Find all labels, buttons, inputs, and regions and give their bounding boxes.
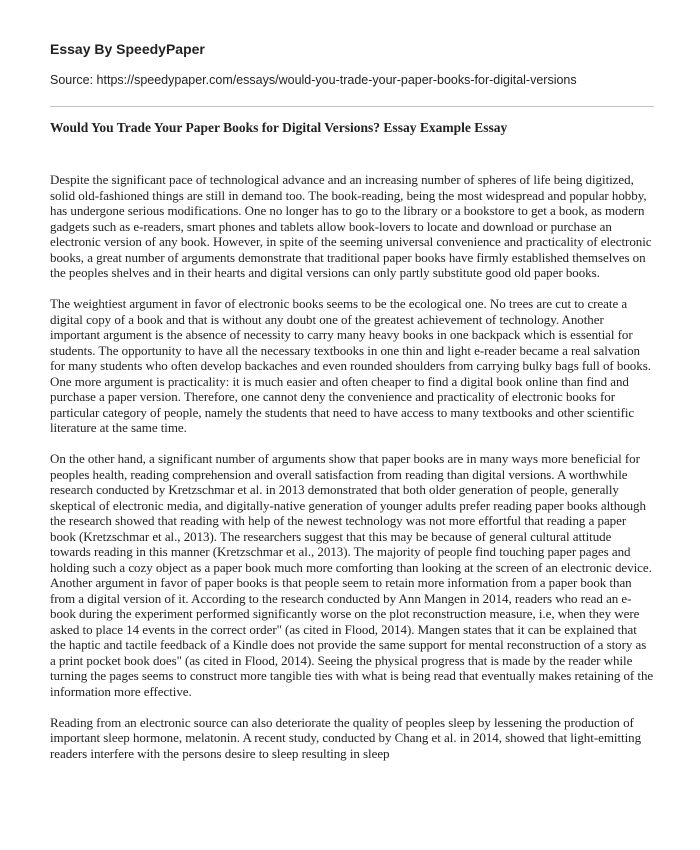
essay-paragraph-3: On the other hand, a significant number of arguments show that paper books are in many ways more beneficial for peoples health, reading comprehension and overall satisfaction from reading than digital versions. A worthwhile research conducted by Kretzschmar et al. in 2013 demonstrated that both older generation of people, generally skeptical of electronic media, and digitally-native generation of younger adults prefer reading paper books although the research showed that reading with help of the newest technology was not more effortful that reading a paper book (Kretzschmar et al., 2013). The researchers suggest that this may be because of general cultural attitude towards reading in this manner (Kretzschmar et al., 2013). The majority of people find touching paper pages and holding such a cozy object as a paper book much more comforting than looking at the screen of an electronic device. Another argument in favor of paper books is that people seem to retain more information from a paper book than from a digital version of it. According to the research conducted by Ann Mangen in 2014, readers who read an e-book during the experiment performed significantly worse on the plot reconstruction measure, i.e, when they were asked to place 14 events in the correct order" (as cited in Flood, 2014). Mangen states that it can be explained that the haptic and tactile feedback of a Kindle does not provide the same support for mental reconstruction of a story as a print pocket book does" (as cited in Flood, 2014). Seeing the physical progress that is made by the reader while turning the pages seems to construct more tangible ties with what is being read that eventually makes retaining of the information more effective. — [50, 451, 654, 699]
document-header-title: Essay By SpeedyPaper — [50, 41, 205, 57]
source-line: Source: https://speedypaper.com/essays/would-you-trade-your-paper-books-for-digital-versions — [50, 73, 577, 87]
essay-body — [50, 172, 654, 761]
document-page — [50, 40, 654, 777]
header-divider — [50, 106, 654, 107]
essay-paragraph-1: Despite the significant pace of technological advance and an increasing number of spheres of life being digitized, solid old-fashioned things are still in demand too. The book-reading, being the most widespread and popular hobby, has undergone serious modifications. One no longer has to go to the library or a bookstore to get a book, as modern gadgets such as e-readers, smart phones and tablets allow book-lovers to locate and download or purchase an electronic version of any book. However, in spite of the seeming universal convenience and practicality of electronic books, a great number of arguments demonstrate that traditional paper books have firmly established themselves on the peoples shelves and in their hearts and digital versions can only partly substitute good old paper books. — [50, 172, 652, 280]
essay-paragraph-2: The weightiest argument in favor of electronic books seems to be the ecological one. No trees are cut to create a digital copy of a book and that is without any doubt one of the greatest achievement of technology. Another important argument is the absence of necessity to carry many heavy books in one backpack which is essential for students. The opportunity to have all the necessary textbooks in one thin and light e-reader became a real salvation for many students who often develop backaches and even rounded shoulders from carrying bulky bags full of books. One more argument is practicality: it is much easier and often cheaper to find a digital book online than find and purchase a paper version. Therefore, one cannot deny the convenience and practicality of electronic books for particular category of people, namely the students that need to have access to many textbooks and other scientific literature at the same time. — [50, 296, 651, 435]
essay-title: Would You Trade Your Paper Books for Digital Versions? Essay Example Essay — [50, 120, 508, 135]
essay-paragraph-4: Reading from an electronic source can also deteriorate the quality of peoples sleep by lessening the production of important sleep hormone, melatonin. A recent study, conducted by Chang et al. in 2014, showed that light-emitting readers interfere with the persons desire to sleep resulting in sleep — [50, 714, 642, 761]
